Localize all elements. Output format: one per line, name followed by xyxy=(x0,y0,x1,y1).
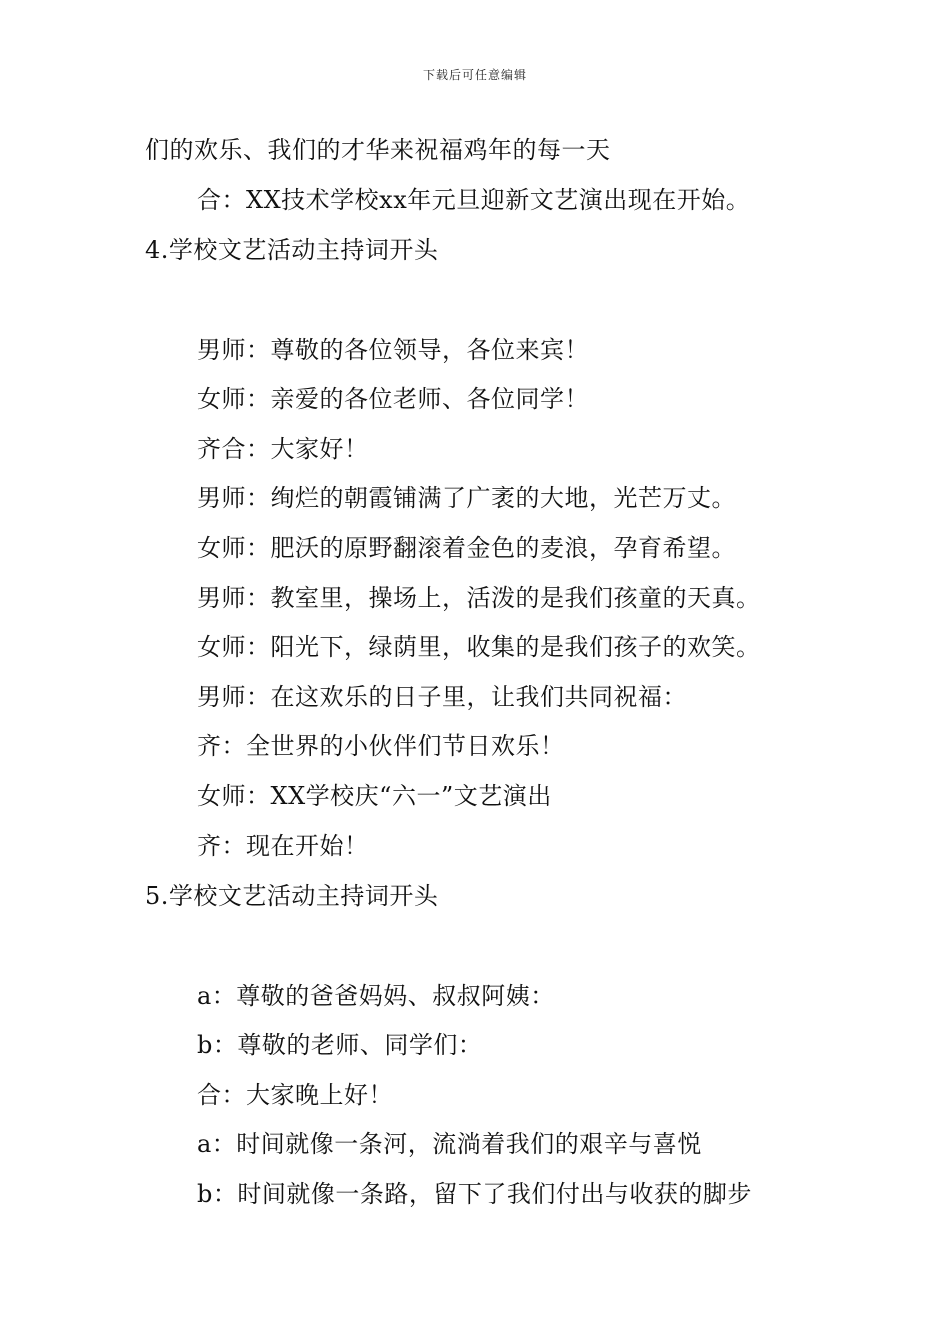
script-line: b：尊敬的老师、同学们： xyxy=(197,1031,483,1059)
script-line: 齐合：大家好！ xyxy=(197,435,369,463)
paragraph-line: 合：XX技术学校xx年元旦迎新文艺演出现在开始。 xyxy=(197,186,751,214)
header-note: 下载后可任意编辑 xyxy=(422,68,527,82)
script-line: 女师：亲爱的各位老师、各位同学！ xyxy=(197,385,589,413)
section-heading: 4.学校文艺活动主持词开头 xyxy=(145,236,439,264)
script-line: 女师：肥沃的原野翻滚着金色的麦浪，孕育希望。 xyxy=(197,534,736,562)
script-line: 齐：现在开始！ xyxy=(197,832,369,860)
section-heading: 5.学校文艺活动主持词开头 xyxy=(145,882,439,910)
script-line: b：时间就像一条路，留下了我们付出与收获的脚步 xyxy=(197,1180,752,1208)
script-line: 女师：XX学校庆“六一”文艺演出 xyxy=(197,782,552,810)
script-line: 齐：全世界的小伙伴们节日欢乐！ xyxy=(197,732,565,760)
script-line: a：尊敬的爸爸妈妈、叔叔阿姨： xyxy=(197,982,555,1010)
script-line: 男师：尊敬的各位领导，各位来宾！ xyxy=(197,336,589,364)
script-line: 男师：绚烂的朝霞铺满了广袤的大地，光芒万丈。 xyxy=(197,484,736,512)
paragraph-line: 们的欢乐、我们的才华来祝福鸡年的每一天 xyxy=(145,136,611,164)
script-line: a：时间就像一条河，流淌着我们的艰辛与喜悦 xyxy=(197,1130,702,1158)
script-line: 女师：阳光下，绿荫里，收集的是我们孩子的欢笑。 xyxy=(197,633,761,661)
script-line: 合：大家晚上好！ xyxy=(197,1081,393,1109)
script-line: 男师：教室里，操场上，活泼的是我们孩童的天真。 xyxy=(197,584,761,612)
script-line: 男师：在这欢乐的日子里，让我们共同祝福： xyxy=(197,683,687,711)
